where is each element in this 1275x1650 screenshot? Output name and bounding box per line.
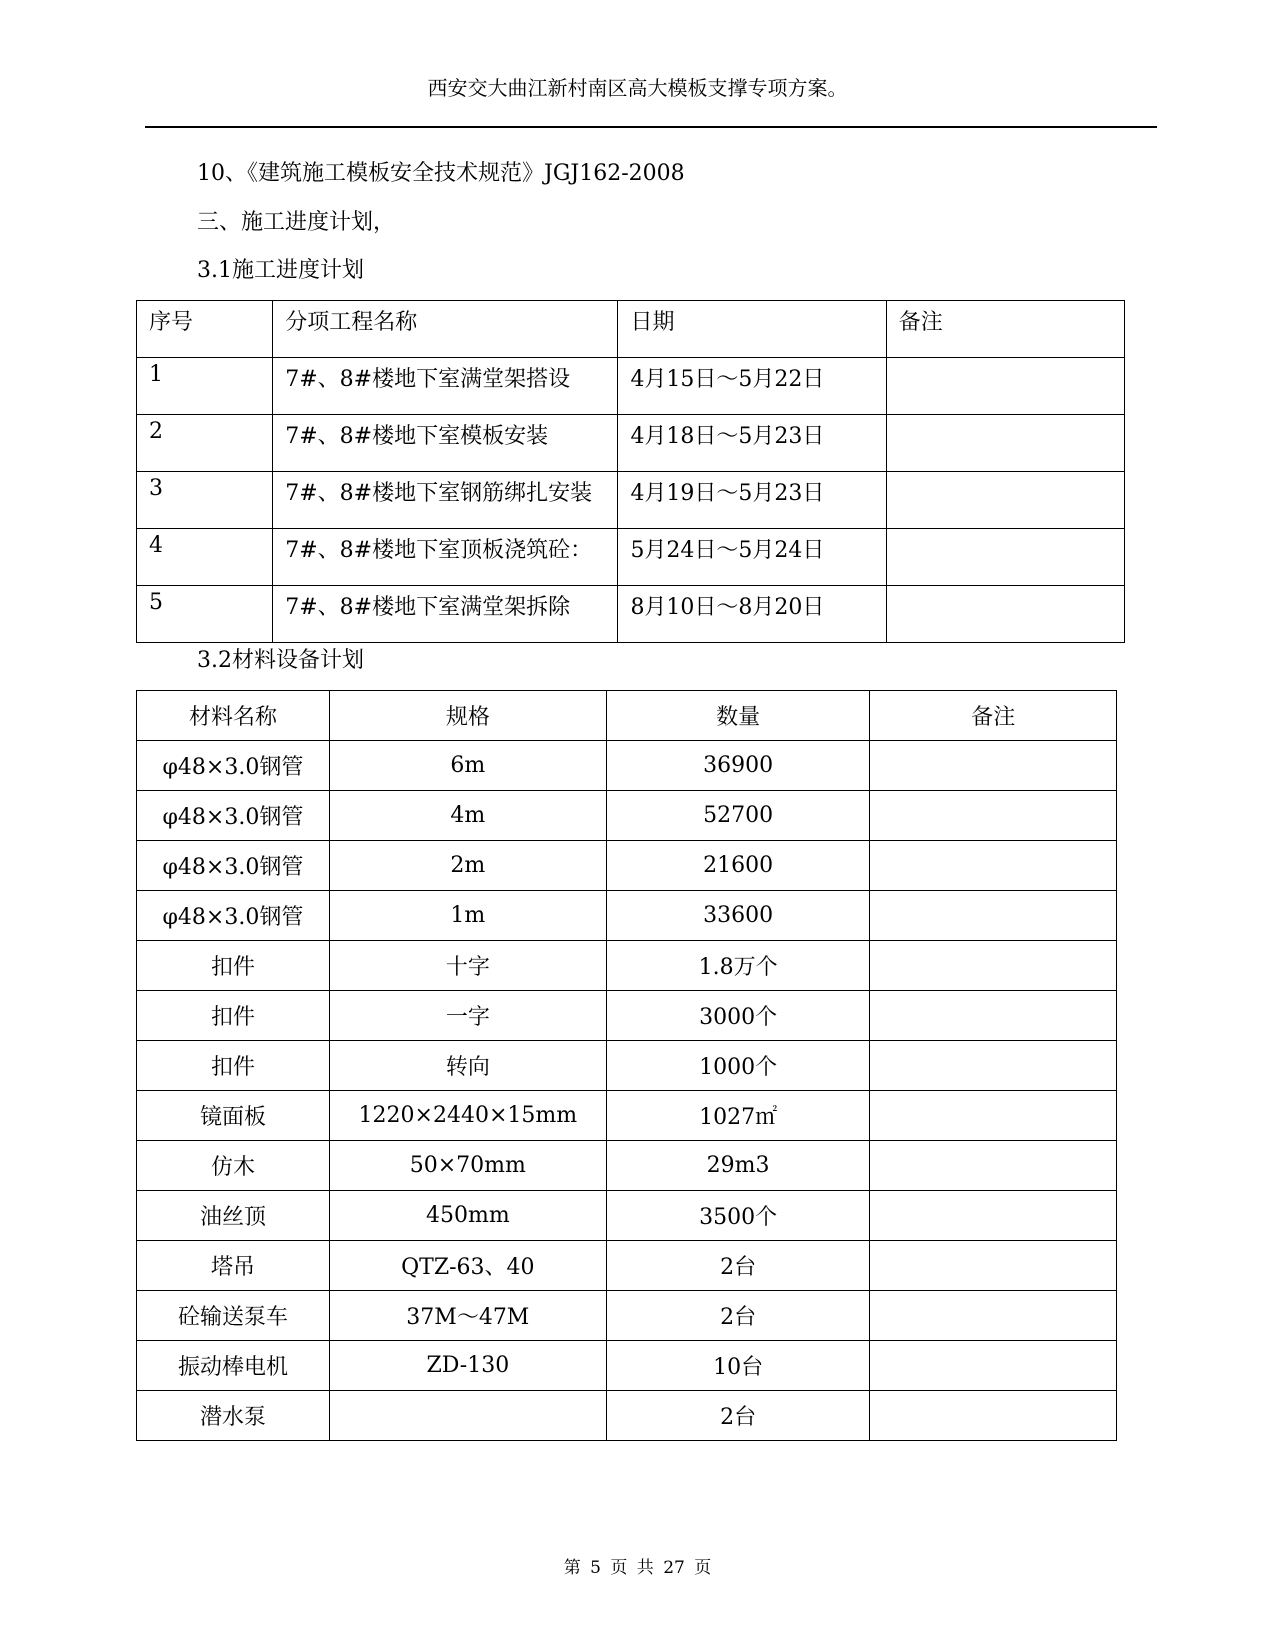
table-row [137,1291,1117,1341]
table-cell: 4月19日～5月23日 [618,472,886,529]
table-cell: 塔吊 [137,1241,330,1291]
reference-item-10: 10、《建筑施工模板安全技术规范》JGJ162-2008 [197,161,685,186]
table-cell [870,941,1117,991]
table-cell [886,529,1124,586]
material-equipment-table [136,690,1117,1441]
table-cell: 10台 [606,1341,870,1391]
table-cell [870,891,1117,941]
table-cell: 转向 [329,1041,606,1091]
table-row [137,472,1125,529]
table-cell: 21600 [606,841,870,891]
table-cell: 3500个 [606,1191,870,1241]
table-cell: 7#、8#楼地下室顶板浇筑砼： [273,529,618,586]
table-cell: 十字 [329,941,606,991]
table-cell: 2台 [606,1391,870,1441]
table-row [137,1141,1117,1191]
table-row [137,529,1125,586]
table-cell: 1 [137,358,273,415]
table-row [137,1091,1117,1141]
table-row [137,358,1125,415]
table-cell: 砼输送泵车 [137,1291,330,1341]
table-cell: φ48×3.0钢管 [137,891,330,941]
column-header: 序号 [137,301,273,358]
table-row [137,586,1125,643]
table-cell: 3 [137,472,273,529]
table-cell: 扣件 [137,1041,330,1091]
table-cell [870,1341,1117,1391]
table-cell: 3000个 [606,991,870,1041]
table-cell [886,586,1124,643]
table-cell: 7#、8#楼地下室满堂架搭设 [273,358,618,415]
table-cell: 50×70mm [329,1141,606,1191]
table-cell: 5 [137,586,273,643]
subsection-heading-materials: 3.2材料设备计划 [197,648,364,673]
table-cell: 450mm [329,1191,606,1241]
table-cell: 37M～47M [329,1291,606,1341]
table-cell: QTZ-63、40 [329,1241,606,1291]
table-row [137,1241,1117,1291]
table-cell [870,1091,1117,1141]
table-cell: 2m [329,841,606,891]
table-cell: 33600 [606,891,870,941]
table-row [137,1391,1117,1441]
table-cell: 2 [137,415,273,472]
table-cell: 2台 [606,1241,870,1291]
table-row [137,941,1117,991]
table-cell: 1m [329,891,606,941]
table-cell: 29m3 [606,1141,870,1191]
table-row [137,841,1117,891]
table-cell: 振动棒电机 [137,1341,330,1391]
table-cell: 7#、8#楼地下室满堂架拆除 [273,586,618,643]
table-cell: φ48×3.0钢管 [137,741,330,791]
table-cell: φ48×3.0钢管 [137,841,330,891]
construction-schedule-table [136,300,1125,643]
table-row [137,991,1117,1041]
table-cell [870,1141,1117,1191]
table-cell [870,1191,1117,1241]
column-header: 备注 [870,691,1117,741]
table-header-row [137,301,1125,358]
table-cell: ZD-130 [329,1341,606,1391]
column-header: 分项工程名称 [273,301,618,358]
table-cell [886,472,1124,529]
column-header: 规格 [329,691,606,741]
page-header-title: 西安交大曲江新村南区高大模板支撑专项方案。 [427,76,848,100]
table-cell: 1.8万个 [606,941,870,991]
table-cell [870,1291,1117,1341]
table-cell: 8月10日～8月20日 [618,586,886,643]
table-cell: 1000个 [606,1041,870,1091]
table-cell [870,841,1117,891]
table-cell [870,741,1117,791]
column-header: 材料名称 [137,691,330,741]
table-cell: 5月24日～5月24日 [618,529,886,586]
table-cell: 52700 [606,791,870,841]
column-header: 数量 [606,691,870,741]
table-row [137,791,1117,841]
table-cell [870,1241,1117,1291]
table-cell: 扣件 [137,941,330,991]
table-cell: 4月15日～5月22日 [618,358,886,415]
table-cell [886,358,1124,415]
table-cell: 7#、8#楼地下室钢筋绑扎安装 [273,472,618,529]
table-cell [329,1391,606,1441]
table-row [137,1041,1117,1091]
table-cell: 1027㎡ [606,1091,870,1141]
table-cell: 油丝顶 [137,1191,330,1241]
section-heading-schedule: 三、施工进度计划， [197,210,396,235]
subsection-heading-schedule: 3.1施工进度计划 [197,258,364,283]
table-cell: 2台 [606,1291,870,1341]
table-cell: 镜面板 [137,1091,330,1141]
table-cell [870,1391,1117,1441]
table-cell: 1220×2440×15mm [329,1091,606,1141]
table-cell: 4m [329,791,606,841]
table-cell: 6m [329,741,606,791]
table-cell [886,415,1124,472]
table-cell: 仿木 [137,1141,330,1191]
table-cell [870,791,1117,841]
table-cell: 一字 [329,991,606,1041]
table-cell: 4 [137,529,273,586]
table-cell: 4月18日～5月23日 [618,415,886,472]
column-header: 日期 [618,301,886,358]
column-header: 备注 [886,301,1124,358]
table-cell: 潜水泵 [137,1391,330,1441]
table-cell: 36900 [606,741,870,791]
table-cell [870,991,1117,1041]
table-row [137,1191,1117,1241]
table-row [137,891,1117,941]
table-row [137,741,1117,791]
table-row [137,1341,1117,1391]
table-cell: 扣件 [137,991,330,1041]
header-divider [145,126,1157,128]
table-cell: φ48×3.0钢管 [137,791,330,841]
table-cell: 7#、8#楼地下室模板安装 [273,415,618,472]
table-cell [870,1041,1117,1091]
table-row [137,415,1125,472]
table-header-row [137,691,1117,741]
page-number: 第 5 页 共 27 页 [563,1558,712,1578]
